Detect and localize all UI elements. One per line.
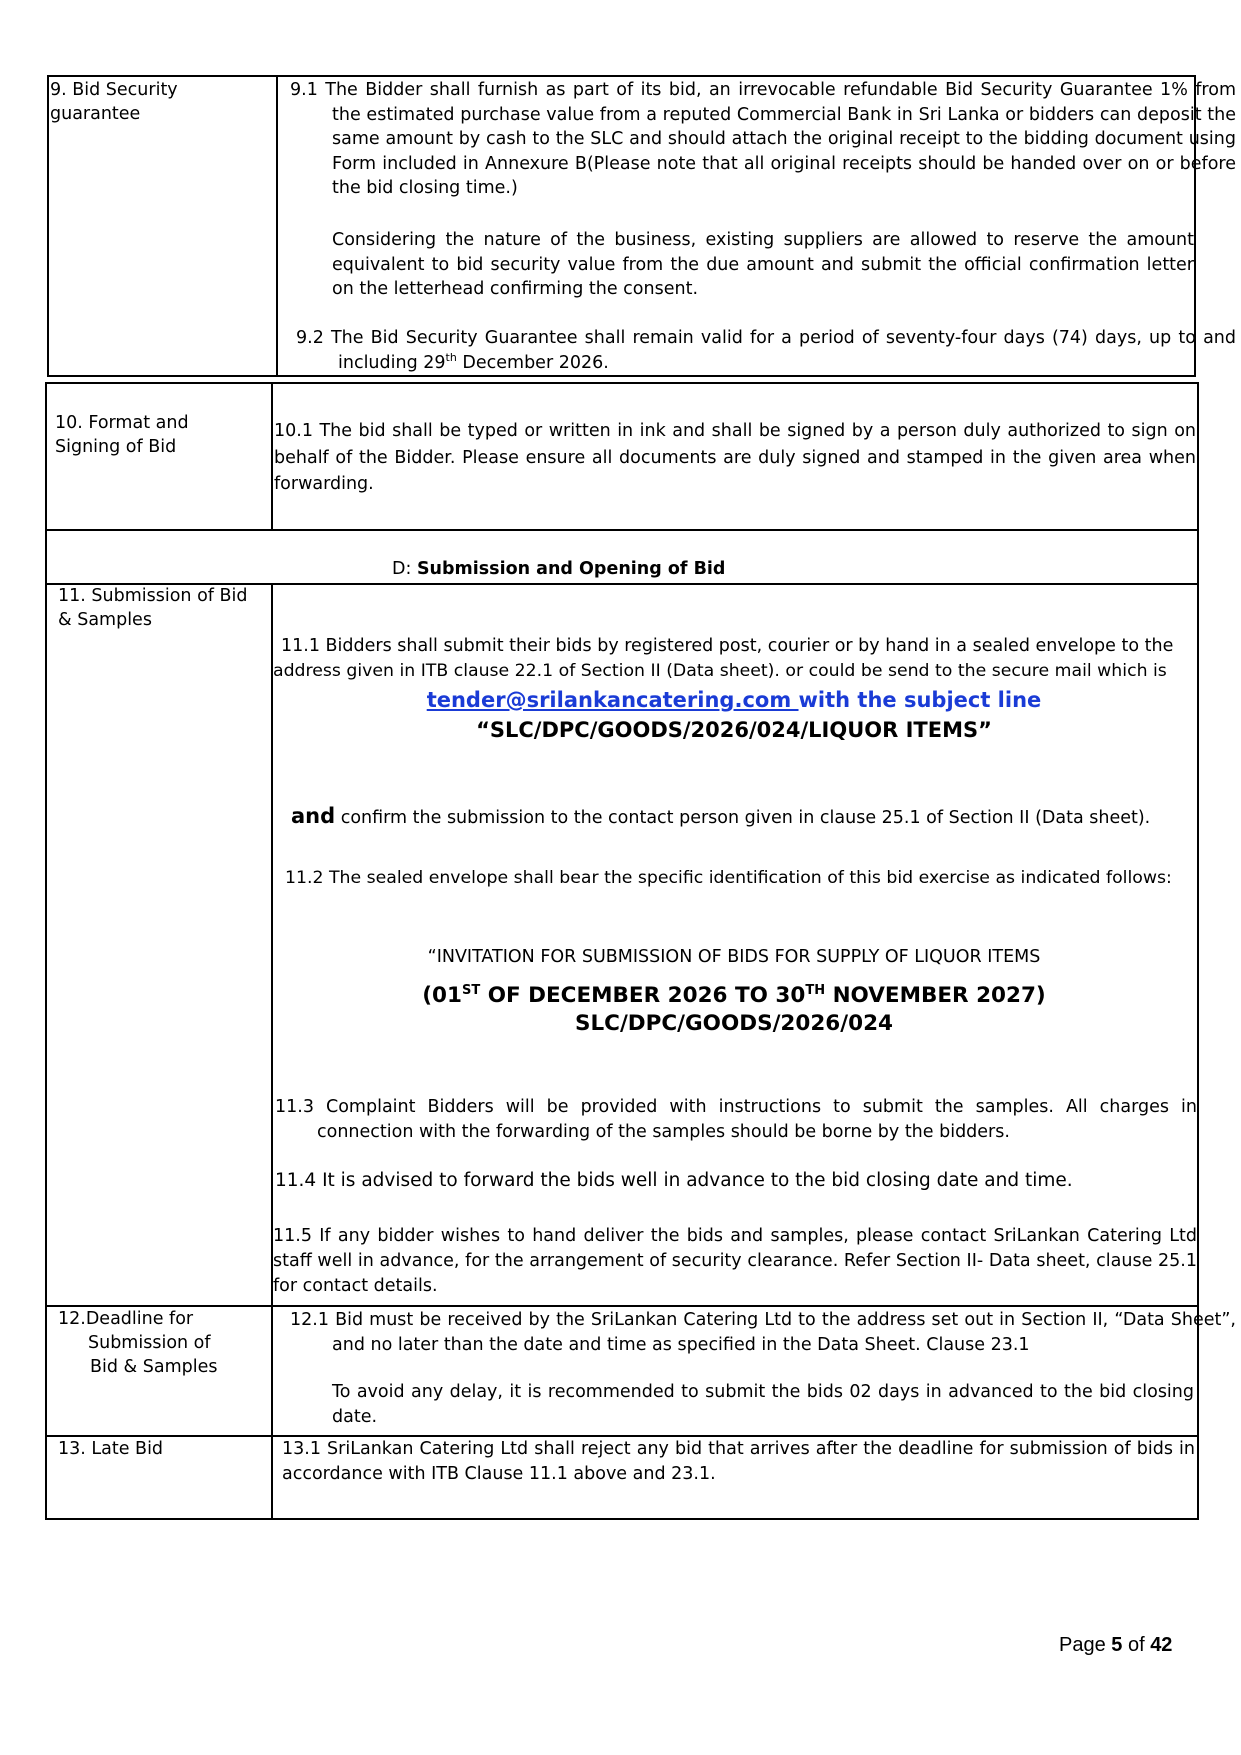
column-divider (276, 75, 278, 377)
clause-9-2: 9.2 The Bid Security Guarantee shall remain valid for a period of seventy-four days (74) days, up to and including 29th December 2026. (296, 328, 1236, 373)
row-9-label: 9. Bid Security guarantee (50, 80, 178, 124)
row-divider (45, 529, 1199, 531)
clause-11-4: 11.4 It is advised to forward the bids well in advance to the bid closing date and time. (275, 1170, 1073, 1191)
submission-email-line: tender@srilankancatering.com with the subject line (426, 688, 1042, 712)
envelope-invitation-title: “INVITATION FOR SUBMISSION OF BIDS FOR SUPPLY OF LIQUOR ITEMS (427, 947, 1041, 967)
row-12-label: 12.Deadline for Submission of Bid & Samples (58, 1309, 218, 1377)
clause-13-1: 13.1 SriLankan Catering Ltd shall reject any bid that arrives after the deadline for submission of bids in accordance with ITB Clause 11.1 above and 23.1. (282, 1439, 1195, 1484)
clause-11-1-line-1: 11.1 Bidders shall submit their bids by registered post, courier or by hand in a sealed envelope to the (281, 636, 1174, 656)
clause-11-1-confirm: and confirm the submission to the contact person given in clause 25.1 of Section II (Data sheet). (291, 804, 1151, 828)
clause-11-3: 11.3 Complaint Bidders will be provided with instructions to submit the samples. All charges in connection with the forwarding of the samples should be borne by the bidders. (275, 1097, 1197, 1142)
column-divider (271, 382, 273, 530)
clause-9-1: 9.1 The Bidder shall furnish as part of its bid, an irrevocable refundable Bid Security Guarantee 1% from the estimated purchase value from a reputed Commercial Bank in Sri Lanka or bidders can deposit the same amount by cash to the SLC and should attach the original receipt to the bidding document using Form included in Annexure B(Please note that all original receipts should be handed over on or before the bid closing time.) (290, 80, 1236, 198)
row-13-label: 13. Late Bid (58, 1439, 164, 1459)
clause-9-1-existing-suppliers: Considering the nature of the business, existing suppliers are allowed to reserve the amount equivalent to bid security value from the due amount and submit the official confirmation letter on the letterhead confirming the consent. (332, 230, 1194, 299)
row-divider (45, 1305, 1199, 1307)
envelope-reference: SLC/DPC/GOODS/2026/024 (574, 1011, 893, 1036)
page-number: Page 5 of 42 (1059, 1634, 1173, 1656)
subject-reference: “SLC/DPC/GOODS/2026/024/LIQUOR ITEMS” (476, 718, 992, 742)
clause-11-2: 11.2 The sealed envelope shall bear the specific identification of this bid exercise as indicated follows: (285, 868, 1172, 888)
row-10-label: 10. Format and Signing of Bid (55, 413, 189, 457)
clause-10-1: 10.1 The bid shall be typed or written in ink and shall be signed by a person duly authorized to sign on behalf of the Bidder. Please ensure all documents are duly signed and stamped in the given area when forwarding. (274, 421, 1196, 494)
clause-11-1-line-2: address given in ITB clause 22.1 of Section II (Data sheet). or could be send to the secure mail which is (273, 661, 1167, 681)
clause-12-1-recommendation: To avoid any delay, it is recommended to submit the bids 02 days in advanced to the bid closing date. (332, 1382, 1194, 1427)
row-11-label: 11. Submission of Bid & Samples (58, 586, 248, 630)
tender-email-link[interactable]: tender@srilankancatering.com (426, 688, 799, 712)
section-d-heading: D: Submission and Opening of Bid (392, 559, 726, 579)
clause-12-1: 12.1 Bid must be received by the SriLankan Catering Ltd to the address set out in Section II, “Data Sheet”, and no later than the date and time as specified in the Data Sheet. Clause 23.1 (290, 1310, 1236, 1355)
envelope-period: (01ST OF DECEMBER 2026 TO 30TH NOVEMBER 2027) (422, 982, 1046, 1008)
clause-11-5: 11.5 If any bidder wishes to hand deliver the bids and samples, please contact SriLankan Catering Ltd staff well in advance, for the arrangement of security clearance. Refer Section II- Data sheet, clause 25.1 for contact details. (273, 1226, 1197, 1296)
